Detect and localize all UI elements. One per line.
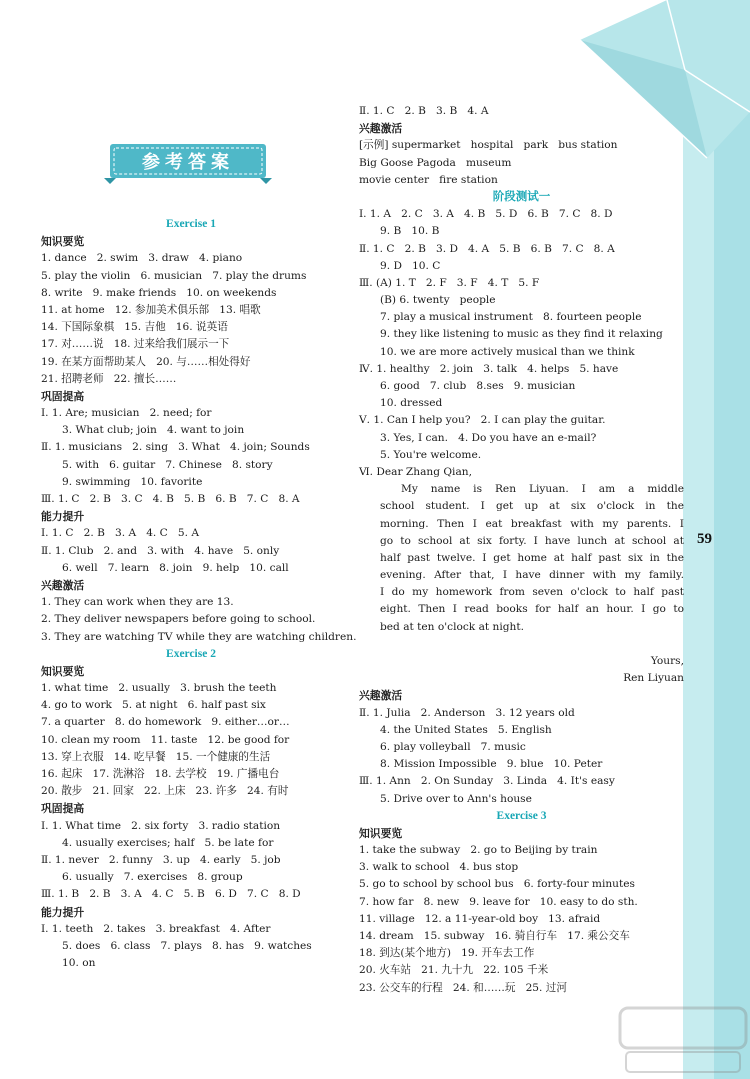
letter-signoff: Ren Liyuan <box>623 672 684 685</box>
answer-line: 6. good 7. club 8.ses 9. musician <box>380 380 576 392</box>
section-heading: 知识要览 <box>359 826 403 840</box>
letter-line: I do my homework from seven o'clock to half past <box>380 586 684 599</box>
answer-line: 5. Drive over to Ann's house <box>380 792 532 805</box>
answer-line: Ⅰ. 1. Are; musician 2. need; for <box>41 407 212 420</box>
answer-line: [示例] supermarket hospital park bus station <box>359 139 618 152</box>
answer-line: 3. Yes, I can. 4. Do you have an e-mail? <box>380 431 597 444</box>
watermark-logo <box>618 1006 748 1076</box>
answer-line: 23. 公交车的行程 24. 和……玩 25. 过河 <box>359 981 567 994</box>
answer-line: 5. with 6. guitar 7. Chinese 8. story <box>62 458 273 471</box>
letter-line: eight. Then I read books for half an hour. I go to <box>380 603 684 616</box>
answer-line: 4. usually exercises; half 5. be late for <box>62 836 274 849</box>
letter-line: school student. I get up at six o'clock in the <box>380 500 684 513</box>
letter-line: go to school at six forty. I have lunch at school at <box>380 534 684 547</box>
answer-line: 14. 下国际象棋 15. 吉他 16. 说英语 <box>41 321 228 334</box>
right-answer-column <box>359 103 684 997</box>
answer-line: 6. play volleyball 7. music <box>380 740 526 753</box>
answer-line: 11. village 12. a 11-year-old boy 13. afraid <box>359 912 601 925</box>
answer-line: 5. play the violin 6. musician 7. play the drums <box>41 269 307 282</box>
answer-line: Ⅵ. Dear Zhang Qian, <box>359 465 472 478</box>
answer-line: 9. B 10. B <box>380 225 440 238</box>
letter-line: half past twelve. I get home at half past six in the <box>380 551 684 564</box>
answer-line: 10. dressed <box>380 397 443 410</box>
page-side-stripe <box>714 0 750 1079</box>
answer-line: 16. 起床 17. 洗淋浴 18. 去学校 19. 广播电台 <box>41 768 280 780</box>
answer-line: 1. dance 2. swim 3. draw 4. piano <box>41 252 243 265</box>
answer-line: 14. dream 15. subway 16. 骑自行车 17. 乘公交车 <box>359 930 630 942</box>
answer-line: 2. They deliver newspapers before going to school. <box>41 613 316 626</box>
answer-line: Ⅳ. 1. healthy 2. join 3. talk 4. helps 5. have <box>359 362 619 375</box>
answer-line: 4. go to work 5. at night 6. half past six <box>41 699 266 712</box>
left-answer-column <box>41 216 357 972</box>
answer-line: 5. go to school by school bus 6. forty-four minutes <box>359 878 635 891</box>
section-heading: 兴趣激活 <box>359 689 403 703</box>
section-heading: 兴趣激活 <box>359 122 403 136</box>
exercise-title: 阶段测试一 <box>492 190 551 203</box>
exercise-title: Exercise 1 <box>166 218 216 230</box>
answer-line: 9. they like listening to music as they find it relaxing <box>380 328 663 341</box>
answer-line: 10. on <box>62 957 96 970</box>
answer-line: 18. 到达(某个地方) 19. 开车去工作 <box>359 947 535 960</box>
answer-line: Ⅱ. 1. musicians 2. sing 3. What 4. join; Sounds <box>41 441 310 454</box>
answer-line: Ⅲ. 1. B 2. B 3. A 4. C 5. B 6. D 7. C 8. D <box>41 888 301 901</box>
exercise-title: Exercise 2 <box>166 647 216 660</box>
answer-line: 7. a quarter 8. do homework 9. either…or… <box>41 716 290 729</box>
answer-line: 20. 火车站 21. 九十九 22. 105 千米 <box>359 964 549 977</box>
answer-line: Ⅲ. 1. C 2. B 3. C 4. B 5. B 6. B 7. C 8. A <box>41 493 300 505</box>
answer-line: 21. 招聘老师 22. 擅长…… <box>41 372 177 385</box>
page-title: 参考答案 <box>142 152 234 173</box>
letter-line: My name is Ren Liyuan. I am a middle <box>401 483 684 496</box>
answer-line: Ⅰ. 1. A 2. C 3. A 4. B 5. D 6. B 7. C 8. D <box>359 208 613 221</box>
letter-line: evening. After that, I have dinner with my family. <box>380 569 684 582</box>
answer-line: 1. take the subway 2. go to Beijing by train <box>359 844 598 857</box>
section-heading: 能力提升 <box>41 510 85 524</box>
answer-line: 9. D 10. C <box>380 259 441 272</box>
section-heading: 知识要览 <box>41 664 85 678</box>
answer-line: Ⅱ. 1. Club 2. and 3. with 4. have 5. only <box>41 544 280 557</box>
answer-line: 1. They can work when they are 13. <box>41 596 234 609</box>
answer-line: (B) 6. twenty people <box>380 294 496 307</box>
section-heading: 能力提升 <box>41 905 85 919</box>
answer-line: Ⅲ. (A) 1. T 2. F 3. F 4. T 5. F <box>359 276 540 289</box>
exercise-title: Exercise 3 <box>496 809 547 822</box>
answer-line: 7. how far 8. new 9. leave for 10. easy to do sth. <box>359 895 638 908</box>
answer-line: 13. 穿上衣服 14. 吃早餐 15. 一个健康的生活 <box>41 750 271 763</box>
letter-signoff: Yours, <box>650 655 684 667</box>
answer-line: Ⅴ. 1. Can I help you? 2. I can play the guitar. <box>359 414 606 427</box>
answer-line: 4. the United States 5. English <box>380 723 552 736</box>
answer-line: Ⅰ. 1. What time 2. six forty 3. radio station <box>41 819 281 832</box>
section-heading: 知识要览 <box>41 235 85 249</box>
answer-line: 3. They are watching TV while they are watching children. <box>41 630 357 643</box>
answer-line: 3. What club; join 4. want to join <box>62 424 245 437</box>
section-heading: 兴趣激活 <box>41 578 85 592</box>
answer-line: 6. usually 7. exercises 8. group <box>62 871 243 884</box>
answer-line: 3. walk to school 4. bus stop <box>359 861 519 874</box>
spacer <box>359 636 684 653</box>
answer-line: 5. You're welcome. <box>380 448 482 461</box>
answer-line: 8. write 9. make friends 10. on weekends <box>41 286 277 299</box>
answer-line: Big Goose Pagoda museum <box>359 156 512 169</box>
answer-line: Ⅱ. 1. Julia 2. Anderson 3. 12 years old <box>359 706 575 719</box>
answer-line: Ⅱ. 1. never 2. funny 3. up 4. early 5. job <box>41 853 281 866</box>
section-heading: 巩固提高 <box>41 389 85 403</box>
answer-line: Ⅰ. 1. teeth 2. takes 3. breakfast 4. After <box>41 922 271 935</box>
answer-line: 9. swimming 10. favorite <box>62 475 203 488</box>
answer-line: Ⅱ. 1. C 2. B 3. B 4. A <box>359 105 489 117</box>
letter-line: bed at ten o'clock at night. <box>380 620 524 633</box>
letter-line: morning. Then I eat breakfast with my parents. I <box>380 517 684 530</box>
page-number: 59 <box>697 531 712 547</box>
answer-line: 19. 在某方面帮助某人 20. 与……相处得好 <box>41 355 251 368</box>
answer-line: 17. 对……说 18. 过来给我们展示一下 <box>41 338 230 351</box>
answer-line: 8. Mission Impossible 9. blue 10. Peter <box>380 758 603 771</box>
answer-line: 5. does 6. class 7. plays 8. has 9. watches <box>62 939 312 952</box>
answer-line: Ⅱ. 1. C 2. B 3. D 4. A 5. B 6. B 7. C 8. A <box>359 242 615 255</box>
answer-line: 7. play a musical instrument 8. fourteen people <box>380 311 642 324</box>
answer-line: 11. at home 12. 参加美术俱乐部 13. 唱歌 <box>41 303 261 316</box>
answer-line: 20. 散步 21. 回家 22. 上床 23. 许多 24. 有时 <box>41 785 289 798</box>
answer-line: 10. clean my room 11. taste 12. be good for <box>41 733 290 746</box>
answer-line: Ⅰ. 1. C 2. B 3. A 4. C 5. A <box>41 527 200 540</box>
answer-line: 6. well 7. learn 8. join 9. help 10. call <box>62 561 289 574</box>
section-heading: 巩固提高 <box>41 802 85 816</box>
answer-line: 10. we are more actively musical than we think <box>380 345 635 358</box>
answer-line: 1. what time 2. usually 3. brush the teeth <box>41 682 277 695</box>
answer-line: Ⅲ. 1. Ann 2. On Sunday 3. Linda 4. It's easy <box>359 775 615 788</box>
answer-line: movie center fire station <box>359 173 498 186</box>
